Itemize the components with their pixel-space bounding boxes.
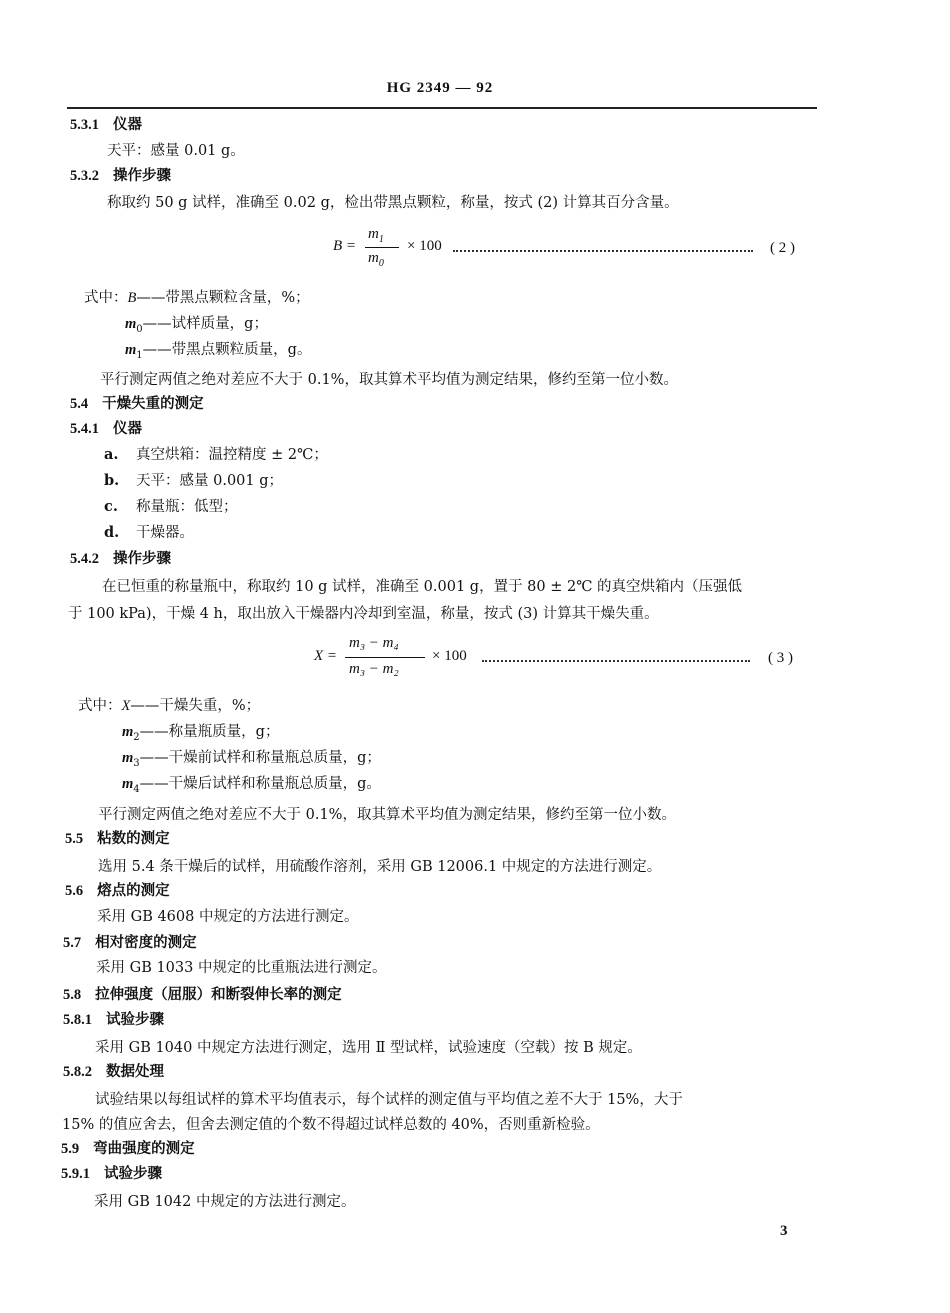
section-5-8-2-body-line-1: 试验结果以每组试样的算术平均值表示，每个试样的测定值与平均值之差不大于 15%，大于 bbox=[95, 1092, 683, 1108]
section-5-6-heading: 5.6 熔点的测定 bbox=[65, 882, 170, 899]
section-5-9-heading: 5.9 弯曲强度的测定 bbox=[61, 1140, 195, 1157]
where3-row-2: $m_2——$称量瓶质量，g； bbox=[122, 724, 280, 743]
section-5-9-1-body: 采用 GB 1042 中规定的方法进行测定。 bbox=[94, 1194, 356, 1210]
eq3-leader-dots bbox=[482, 658, 750, 662]
section-5-8-2-body-line-2: 15% 的值应舍去，但舍去测定值的个数不得超过试样总数的 40%，否则重新检验。 bbox=[62, 1117, 600, 1133]
parallel-note-2: 平行测定两值之绝对差应不大于 0.1%，取其算术平均值为测定结果，修约至第一位小数。 bbox=[98, 807, 676, 823]
section-5-4-2-body-line-2: 于 100 kPa)，干燥 4 h，取出放入干燥器内冷却到室温，称量，按式 (3) 计算其干燥失重。 bbox=[68, 606, 659, 622]
list-item-c: c. 称量瓶：低型； bbox=[104, 498, 238, 515]
where2-row-3: $m_1——$带黑点颗粒质量，g。 bbox=[125, 342, 312, 361]
eq3-numerator: m₃ − m₄ bbox=[349, 635, 399, 651]
eq3-fraction-bar bbox=[345, 657, 425, 658]
where3-row-4: $m_4——$干燥后试样和称量瓶总质量，g。 bbox=[122, 776, 381, 795]
eq2-lhs: B = bbox=[333, 238, 357, 254]
eq2-leader-dots bbox=[453, 248, 753, 252]
where3-row-3: $m_3——$干燥前试样和称量瓶总质量，g； bbox=[122, 750, 381, 769]
section-title: 仪器 bbox=[113, 116, 142, 133]
section-5-4-1-heading: 5.4.1 仪器 bbox=[70, 420, 142, 437]
section-5-4-2-heading: 5.4.2 操作步骤 bbox=[70, 550, 171, 567]
page-header: HG 2349 — 92 bbox=[386, 80, 494, 96]
section-5-8-1-body: 采用 GB 1040 中规定方法进行测定，选用 Ⅱ 型试样，试验速度（空载）按 B 规定。 bbox=[95, 1040, 642, 1056]
section-5-6-body: 采用 GB 4608 中规定的方法进行测定。 bbox=[97, 909, 359, 925]
section-title: 操作步骤 bbox=[113, 167, 171, 184]
section-5-7-heading: 5.7 相对密度的测定 bbox=[63, 934, 197, 951]
section-number: 5.3.2 bbox=[70, 168, 99, 184]
where3-row-1: 式中：X——干燥失重，%； bbox=[78, 698, 261, 714]
eq2-fraction-bar bbox=[365, 247, 399, 248]
section-5-3-2-body: 称取约 50 g 试样，准确至 0.02 g，检出带黑点颗粒，称量，按式 (2) 计算其百分含量。 bbox=[107, 195, 679, 211]
section-5-7-body: 采用 GB 1033 中规定的比重瓶法进行测定。 bbox=[96, 960, 387, 976]
section-number: 5.3.1 bbox=[70, 117, 99, 133]
list-item-b: b. 天平：感量 0.001 g； bbox=[104, 472, 284, 489]
eq2-numerator: $m_1$ bbox=[368, 226, 384, 245]
parallel-note-1: 平行测定两值之绝对差应不大于 0.1%，取其算术平均值为测定结果，修约至第一位小数。 bbox=[100, 372, 678, 388]
section-5-8-1-heading: 5.8.1 试验步骤 bbox=[63, 1011, 164, 1028]
page-number: 3 bbox=[780, 1223, 788, 1239]
eq2-denominator: $m_0$ bbox=[368, 250, 384, 269]
header-rule bbox=[67, 107, 817, 109]
eq2-number: ( 2 ) bbox=[770, 240, 795, 256]
section-5-8-heading: 5.8 拉伸强度（屈服）和断裂伸长率的测定 bbox=[63, 986, 342, 1003]
eq3-rhs: × 100 bbox=[432, 648, 467, 664]
where2-row-2: $m_0——$试样质量，g； bbox=[125, 316, 268, 335]
list-item-a: a. 真空烘箱：温控精度 ± 2℃； bbox=[104, 446, 328, 463]
section-5-4-2-body-line-1: 在已恒重的称量瓶中，称取约 10 g 试样，准确至 0.001 g，置于 80 ± 2℃ 的真空烘箱内（压强低 bbox=[102, 579, 743, 595]
section-5-5-heading: 5.5 粘数的测定 bbox=[65, 830, 170, 847]
section-5-3-1-heading bbox=[70, 115, 142, 135]
section-5-3-2-heading bbox=[70, 166, 171, 186]
section-5-4-heading: 5.4 干燥失重的测定 bbox=[70, 395, 204, 412]
eq3-lhs: X = bbox=[314, 648, 338, 664]
section-5-8-2-heading: 5.8.2 数据处理 bbox=[63, 1063, 164, 1080]
section-5-3-1-body: 天平：感量 0.01 g。 bbox=[107, 143, 245, 159]
eq3-denominator: m₃ − m₂ bbox=[349, 661, 399, 677]
where2-row-1: 式中：B——带黑点颗粒含量，%； bbox=[84, 290, 310, 306]
section-5-9-1-heading: 5.9.1 试验步骤 bbox=[61, 1165, 162, 1182]
list-item-d: d. 干燥器。 bbox=[104, 524, 194, 541]
section-5-5-body: 选用 5.4 条干燥后的试样，用硫酸作溶剂，采用 GB 12006.1 中规定的方法进行测定。 bbox=[98, 859, 662, 875]
eq2-rhs: × 100 bbox=[407, 238, 442, 254]
eq3-number: ( 3 ) bbox=[768, 650, 793, 666]
